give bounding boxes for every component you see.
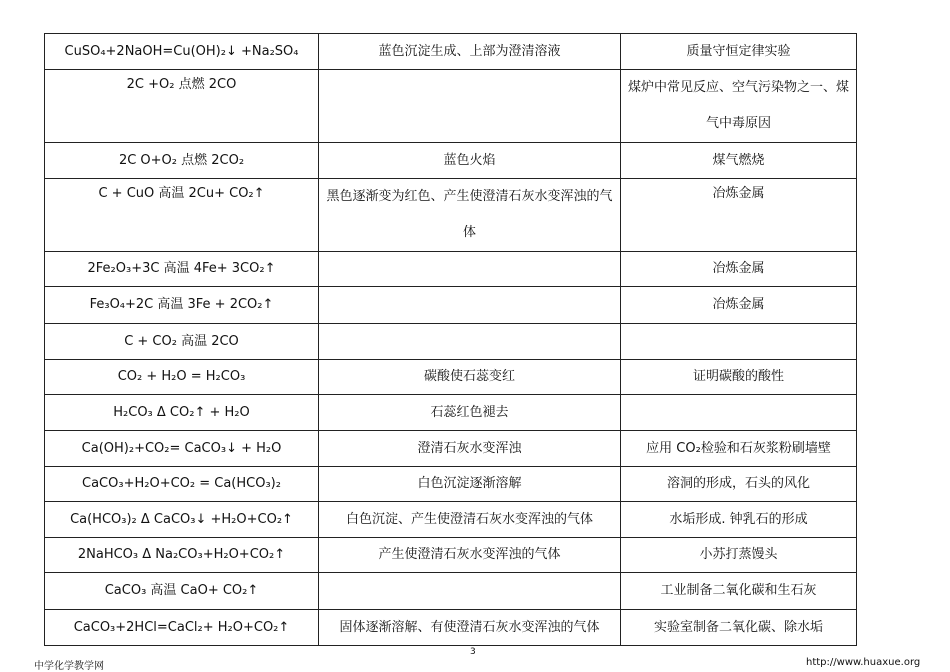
table-row bbox=[45, 324, 857, 360]
footer-url[interactable]: http://www.huaxue.org bbox=[806, 657, 921, 668]
equation-cell: C + CO₂ 高温 2CO bbox=[45, 324, 319, 360]
phenomenon-cell: 产生使澄清石灰水变浑浊的气体 bbox=[319, 538, 621, 573]
table-row bbox=[45, 252, 857, 287]
equation-cell: Fe₃O₄+2C 高温 3Fe + 2CO₂↑ bbox=[45, 287, 319, 324]
table-row bbox=[45, 610, 857, 646]
application-cell: 实验室制备二氧化碳、除水垢 bbox=[621, 610, 857, 646]
application-note: 煤炉中常见反应、空气污染物之一、煤气中毒原因 bbox=[627, 80, 849, 131]
equation-cell: CuSO₄+2NaOH=Cu(OH)₂↓ +Na₂SO₄ bbox=[45, 34, 319, 70]
table-row bbox=[45, 538, 857, 573]
application-cell: 工业制备二氧化碳和生石灰 bbox=[621, 573, 857, 610]
equation-cell: 2C +O₂ 点燃 2CO bbox=[45, 70, 319, 143]
application-cell: 煤气燃烧 bbox=[621, 143, 857, 179]
phenomenon-note: 黑色逐渐变为红色、产生使澄清石灰水变浑浊的气体 bbox=[326, 189, 613, 240]
table-row bbox=[45, 287, 857, 324]
phenomenon-cell bbox=[319, 70, 621, 143]
equation-cell: CO₂ + H₂O = H₂CO₃ bbox=[45, 360, 319, 395]
phenomenon-cell: 固体逐渐溶解、有使澄清石灰水变浑浊的气体 bbox=[319, 610, 621, 646]
table-row bbox=[45, 395, 857, 431]
application-cell: 水垢形成. 钟乳石的形成 bbox=[621, 502, 857, 538]
equation-cell: 2C O+O₂ 点燃 2CO₂ bbox=[45, 143, 319, 179]
application-cell: 小苏打蒸馒头 bbox=[621, 538, 857, 573]
phenomenon-cell bbox=[319, 179, 621, 252]
application-cell bbox=[621, 70, 857, 143]
phenomenon-cell: 石蕊红色褪去 bbox=[319, 395, 621, 431]
table-row bbox=[45, 573, 857, 610]
phenomenon-cell bbox=[319, 324, 621, 360]
phenomenon-cell bbox=[319, 287, 621, 324]
phenomenon-cell: 蓝色沉淀生成、上部为澄清溶液 bbox=[319, 34, 621, 70]
application-cell: 应用 CO₂检验和石灰浆粉刷墙壁 bbox=[621, 431, 857, 467]
equation-cell: CaCO₃ 高温 CaO+ CO₂↑ bbox=[45, 573, 319, 610]
application-cell: 证明碳酸的酸性 bbox=[621, 360, 857, 395]
equation-cell: 2Fe₂O₃+3C 高温 4Fe+ 3CO₂↑ bbox=[45, 252, 319, 287]
equation-cell: CaCO₃+H₂O+CO₂ = Ca(HCO₃)₂ bbox=[45, 467, 319, 502]
table-row bbox=[45, 34, 857, 70]
equation-cell: Ca(HCO₃)₂ Δ CaCO₃↓ +H₂O+CO₂↑ bbox=[45, 502, 319, 538]
table-row bbox=[45, 431, 857, 467]
table-row bbox=[45, 360, 857, 395]
phenomenon-cell bbox=[319, 252, 621, 287]
page-number: 3 bbox=[470, 647, 476, 657]
table-row bbox=[45, 467, 857, 502]
footer-site-name: 中学化学教学网 bbox=[34, 661, 104, 672]
reaction-table bbox=[44, 33, 857, 646]
table-row bbox=[45, 502, 857, 538]
application-cell bbox=[621, 395, 857, 431]
equation-cell: 2NaHCO₃ Δ Na₂CO₃+H₂O+CO₂↑ bbox=[45, 538, 319, 573]
phenomenon-cell bbox=[319, 573, 621, 610]
application-cell: 溶洞的形成，石头的风化 bbox=[621, 467, 857, 502]
equation-cell: Ca(OH)₂+CO₂= CaCO₃↓ + H₂O bbox=[45, 431, 319, 467]
application-cell: 冶炼金属 bbox=[621, 252, 857, 287]
equation-cell: C + CuO 高温 2Cu+ CO₂↑ bbox=[45, 179, 319, 252]
phenomenon-cell: 白色沉淀、产生使澄清石灰水变浑浊的气体 bbox=[319, 502, 621, 538]
table-row bbox=[45, 143, 857, 179]
table-row bbox=[45, 70, 857, 143]
equation-cell: CaCO₃+2HCl=CaCl₂+ H₂O+CO₂↑ bbox=[45, 610, 319, 646]
equation-cell: H₂CO₃ Δ CO₂↑ + H₂O bbox=[45, 395, 319, 431]
phenomenon-cell: 白色沉淀逐渐溶解 bbox=[319, 467, 621, 502]
application-cell: 冶炼金属 bbox=[621, 287, 857, 324]
table-row bbox=[45, 179, 857, 252]
phenomenon-cell: 澄清石灰水变浑浊 bbox=[319, 431, 621, 467]
application-cell bbox=[621, 324, 857, 360]
application-cell: 质量守恒定律实验 bbox=[621, 34, 857, 70]
phenomenon-cell: 蓝色火焰 bbox=[319, 143, 621, 179]
application-cell: 冶炼金属 bbox=[621, 179, 857, 252]
phenomenon-cell: 碳酸使石蕊变红 bbox=[319, 360, 621, 395]
